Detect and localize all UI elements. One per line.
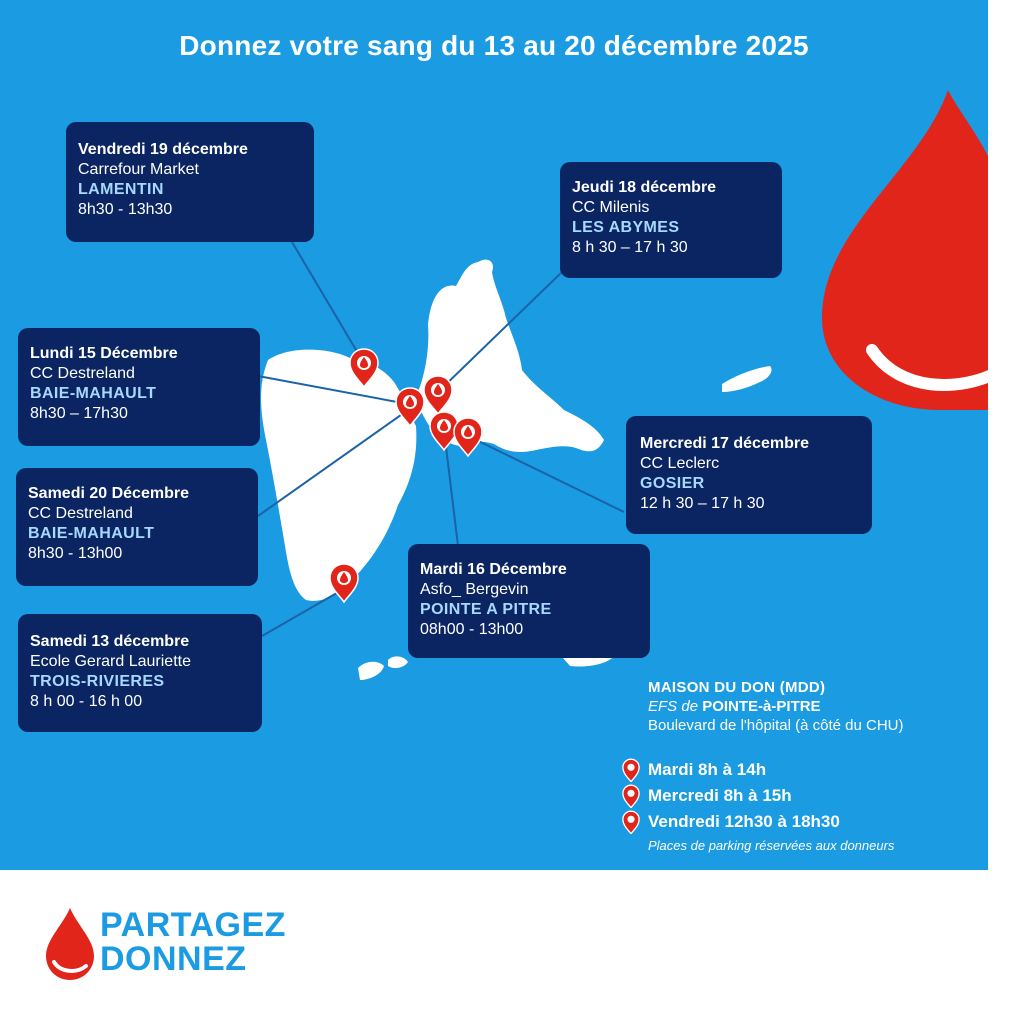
connector-trois-rivieres [262,590,342,636]
event-day: Samedi 20 Décembre [28,485,189,502]
event-venue: CC Destreland [30,365,135,382]
event-day: Mardi 16 Décembre [420,561,567,578]
event-day: Samedi 13 décembre [30,633,190,650]
basse-terre-island [261,350,416,601]
event-card-baie-mahault-2 [16,468,258,586]
mdd-title: MAISON DU DON (MDD) [648,679,826,696]
mdd-location [648,697,978,716]
mdd-slot-text: Vendredi 12h30 à 18h30 [648,812,840,831]
brand-line-2: DONNEZ [100,940,247,978]
mdd-address: Boulevard de l'hôpital (à côté du CHU) [648,717,904,734]
les-saintes-island [358,662,384,680]
event-city: TROIS-RIVIERES [30,673,165,690]
mdd-slot-text: Mercredi 8h à 15h [648,786,792,805]
event-hours: 12 h 30 – 17 h 30 [640,495,765,512]
event-city: GOSIER [640,475,705,492]
event-card-gosier [626,416,872,534]
event-day: Vendredi 19 décembre [78,141,248,158]
brand-line-1: PARTAGEZ [100,906,286,944]
event-venue: Ecole Gerard Lauriette [30,653,191,670]
parking-note: Places de parking réservées aux donneurs [648,838,895,853]
event-hours: 8h30 – 17h30 [30,405,128,422]
map-pin-icon [622,758,640,782]
mdd-efs: EFS [648,698,678,715]
event-card-abymes [560,162,782,278]
event-venue: CC Milenis [572,199,650,216]
event-card-trois-rivieres [18,614,262,732]
page-title: Donnez votre sang du 13 au 20 décembre 2025 [179,30,809,61]
mdd-info [648,678,978,735]
event-city: LES ABYMES [572,219,680,236]
event-venue: Asfo_ Bergevin [420,581,529,598]
map-pin-icon [622,784,640,808]
event-card-baie-mahault-1 [18,328,260,446]
brand-text [100,908,286,976]
event-day: Lundi 15 Décembre [30,345,178,362]
event-venue: CC Leclerc [640,455,720,472]
event-city: LAMENTIN [78,181,164,198]
event-city: POINTE A PITRE [420,601,552,618]
event-venue: CC Destreland [28,505,133,522]
event-day: Jeudi 18 décembre [572,179,717,196]
event-hours: 8h30 - 13h00 [28,545,123,562]
map-pin-icon [330,564,358,602]
mdd-de: de [681,698,699,715]
event-venue: Carrefour Market [78,161,199,178]
event-hours: 08h00 - 13h00 [420,621,524,638]
event-day: Mercredi 17 décembre [640,435,809,452]
map-pin-icon [622,810,640,834]
event-hours: 8h30 - 13h30 [78,201,173,218]
event-city: BAIE-MAHAULT [30,385,157,402]
mdd-city: POINTE-à-PITRE [702,698,821,715]
event-city: BAIE-MAHAULT [28,525,155,542]
mdd-slot-text: Mardi 8h à 14h [648,760,767,779]
la-desirade-island [722,366,772,392]
blood-drop-icon [46,908,94,980]
les-saintes-island-2 [388,656,408,668]
event-card-lamentin [66,122,314,242]
event-hours: 8 h 30 – 17 h 30 [572,239,688,256]
map-pin-icon [454,418,482,456]
brand-logo [40,904,100,984]
blood-drop-icon [822,90,988,410]
event-hours: 8 h 00 - 16 h 00 [30,693,143,710]
connector-lamentin [292,242,362,360]
event-card-pointe-a-pitre [408,544,650,658]
